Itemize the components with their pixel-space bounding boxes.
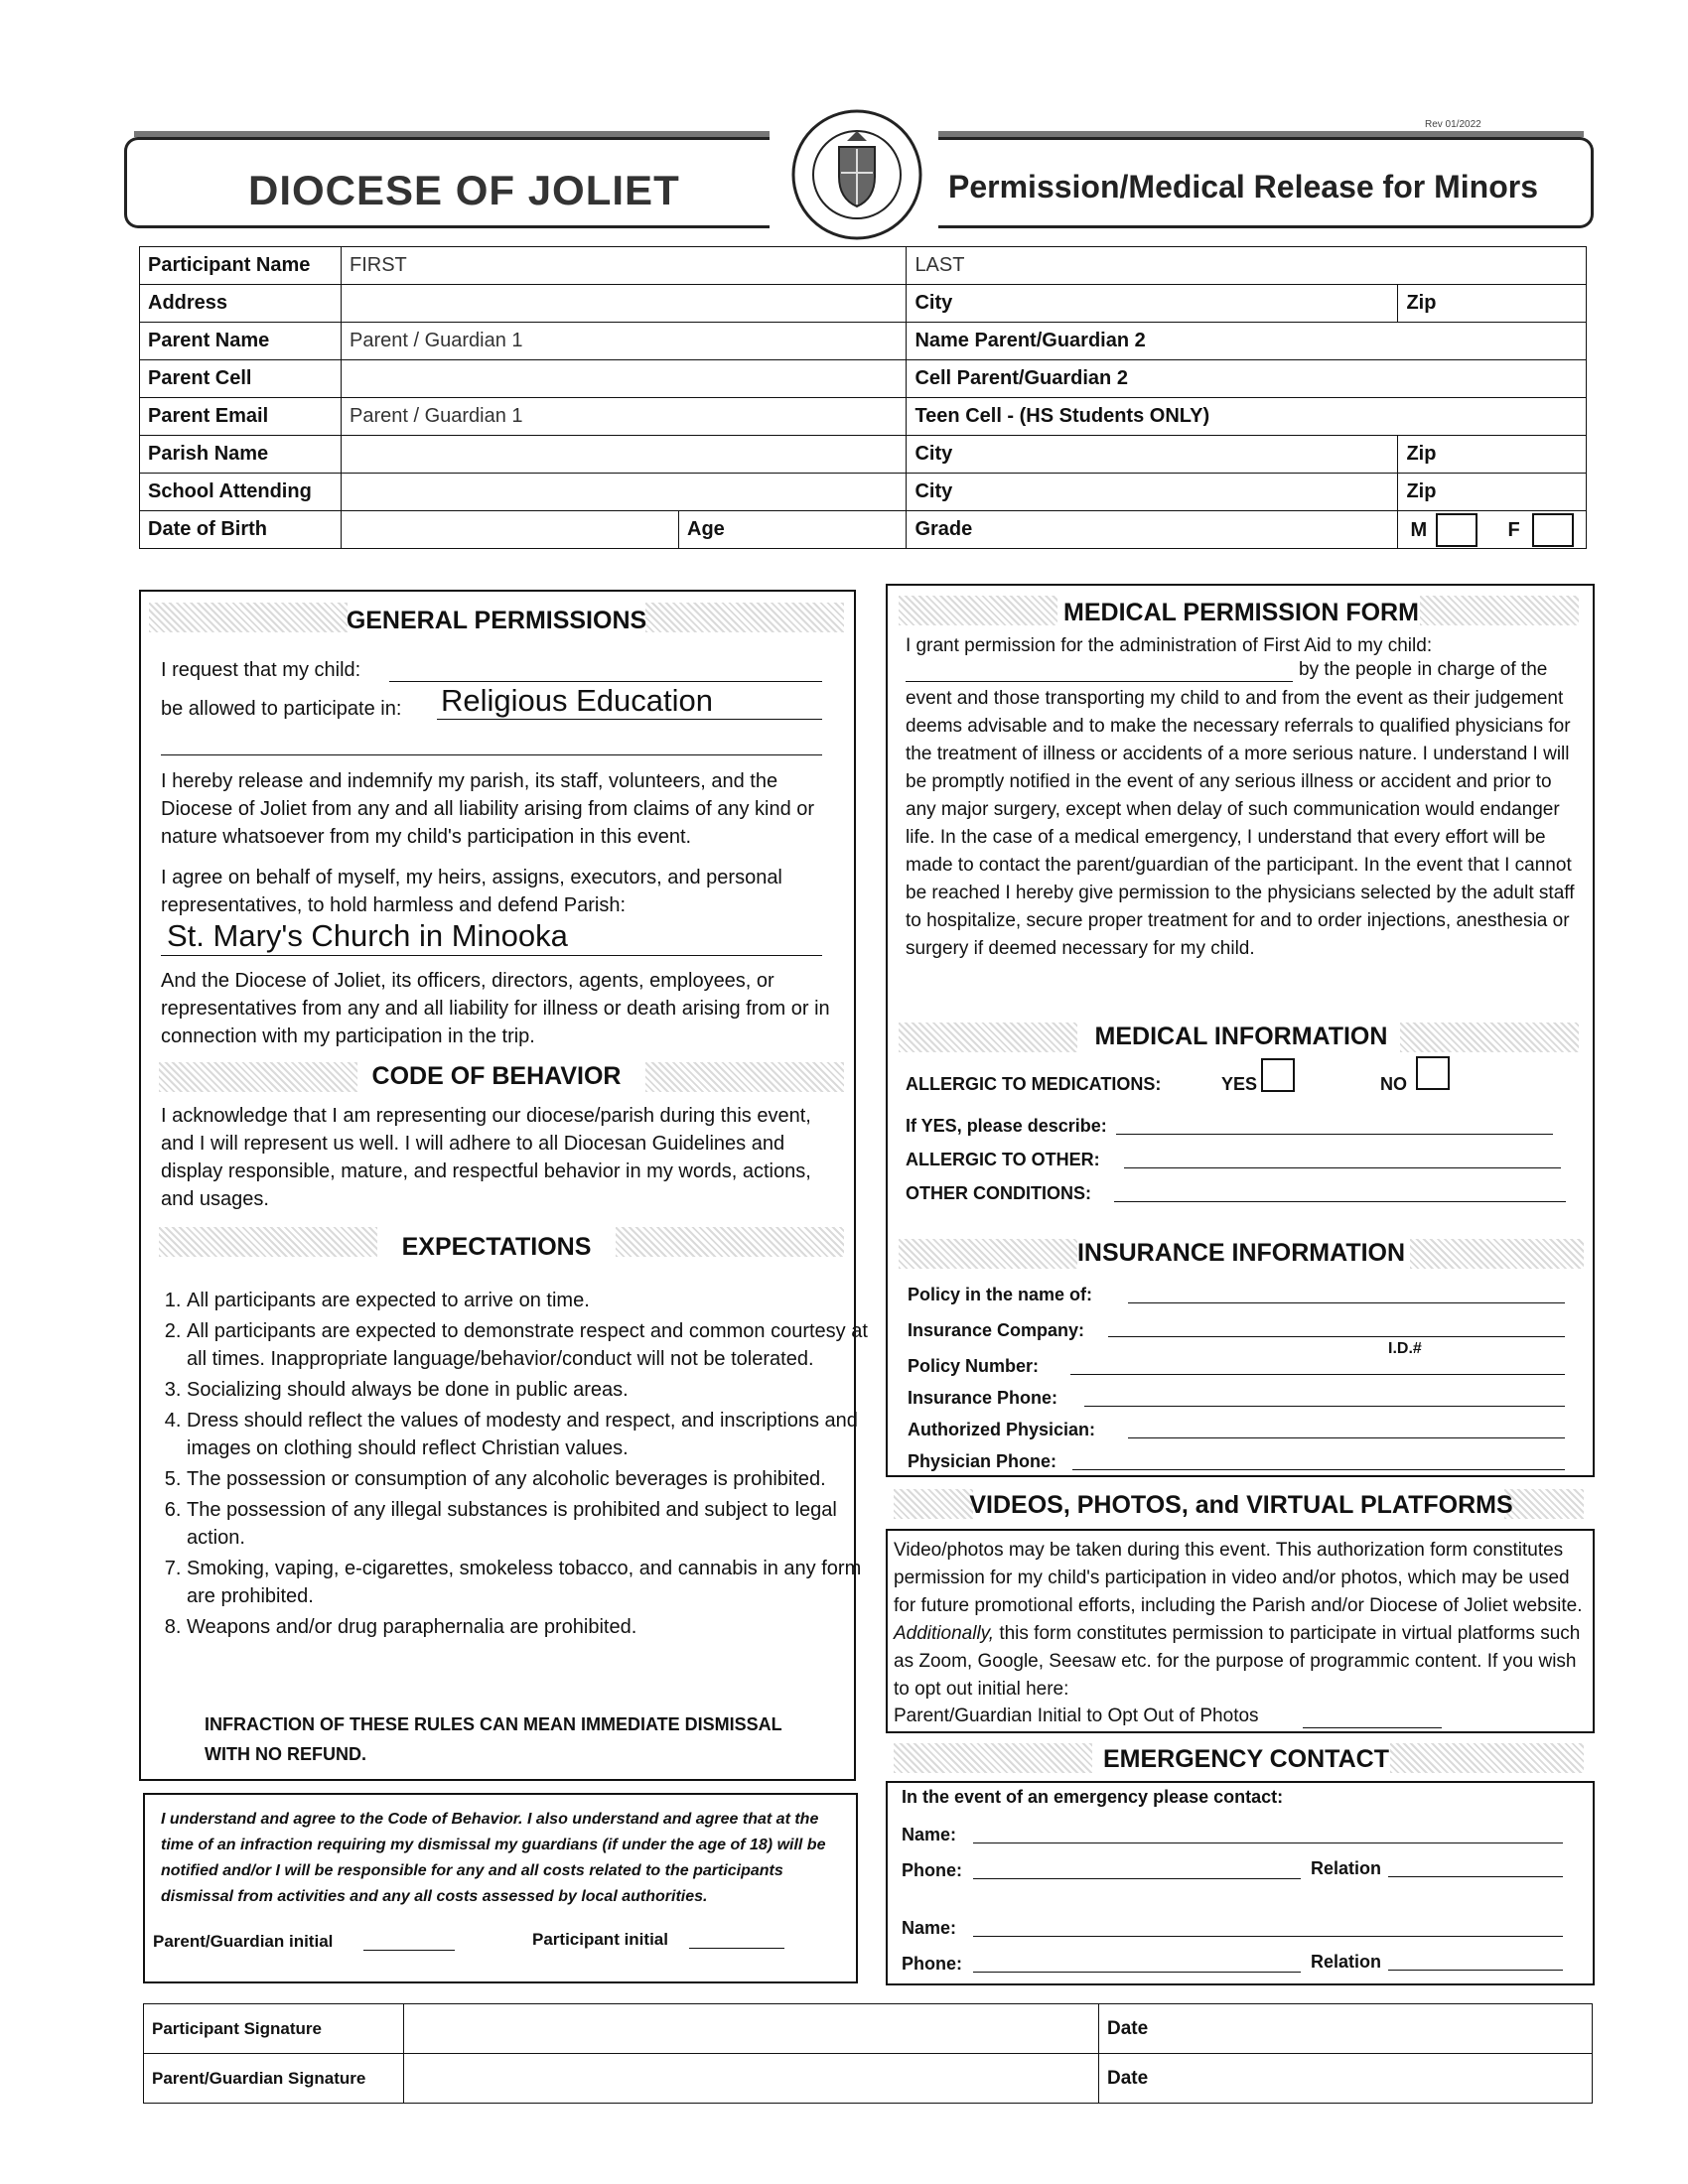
- school-city-label[interactable]: City: [907, 474, 1398, 511]
- header-right-bar: [938, 131, 1584, 137]
- last-name-field[interactable]: LAST: [907, 247, 1587, 285]
- other-conditions-line[interactable]: [1114, 1201, 1566, 1202]
- emergency-phone-line-2[interactable]: [973, 1972, 1301, 1973]
- parish-name-label: Parish Name: [140, 436, 342, 474]
- parish-name-field[interactable]: [342, 436, 907, 474]
- emergency-phone-label-2: Phone:: [902, 1954, 962, 1974]
- list-item: 8. Weapons and/or drug paraphernalia are prohibited.: [187, 1613, 882, 1641]
- child-name-line[interactable]: [389, 681, 822, 682]
- list-item: 5. The possession or consumption of any alcoholic beverages is prohibited.: [187, 1465, 882, 1493]
- pg-initial-line[interactable]: [363, 1950, 455, 1951]
- parish-zip-label[interactable]: Zip: [1398, 436, 1587, 474]
- activity-line-2[interactable]: [161, 754, 822, 755]
- participant-signature-label: Participant Signature: [144, 2004, 404, 2054]
- behavior-text: I acknowledge that I am representing our diocese/parish during this event, and I will represent us well. I will adhere to all Diocesan Guidelines and display responsible, mature, and respectful behavior in my words, actions, and usages.: [161, 1105, 811, 1210]
- insurance-phone-label: Insurance Phone:: [908, 1388, 1058, 1408]
- form-title: Permission/Medical Release for Minors: [948, 169, 1538, 205]
- header-left-bar: [134, 131, 770, 137]
- and-diocese-text: And the Diocese of Joliet, its officers, directors, agents, employees, or representatives from any and all liability for illness or death arising from or in connection with my participation in the trip.: [161, 970, 830, 1047]
- parent-guardian-2-name-field[interactable]: Name Parent/Guardian 2: [907, 323, 1587, 360]
- media-text-2: this form constitutes permission to participate in virtual platforms such as Zoom, Google, Seesaw etc. for the purpose of programmic content. If you wish to opt out initial here:: [894, 1623, 1581, 1700]
- release-text: I hereby release and indemnify my parish, its staff, volunteers, and the Diocese of Joliet from any and all liability arising from claims of any kind or nature whatsoever from my child's participation in this event.: [161, 770, 815, 848]
- policy-number-label: Policy Number:: [908, 1356, 1040, 1376]
- school-label: School Attending: [140, 474, 342, 511]
- teen-cell-field[interactable]: Teen Cell - (HS Students ONLY): [907, 398, 1587, 436]
- participant-name-label: Participant Name: [140, 247, 342, 285]
- emergency-box: [886, 1781, 1595, 1985]
- allergic-meds-label: ALLERGIC TO MEDICATIONS:: [906, 1074, 1162, 1094]
- grade-label[interactable]: Grade: [907, 511, 1398, 549]
- insurance-title: INSURANCE INFORMATION: [1076, 1239, 1406, 1267]
- female-checkbox[interactable]: [1532, 513, 1574, 547]
- physician-phone-line[interactable]: [1072, 1469, 1565, 1470]
- media-text: [894, 1537, 1589, 1704]
- infraction-warning: INFRACTION OF THESE RULES CAN MEAN IMMEDIATE DISMISSAL WITH NO REFUND.: [205, 1714, 782, 1764]
- activity-value[interactable]: Religious Education: [441, 683, 714, 718]
- id-label: I.D.#: [1388, 1340, 1422, 1357]
- general-permissions-band-left: [149, 603, 348, 632]
- yes-label: YES: [1221, 1074, 1258, 1094]
- emergency-band-left: [894, 1743, 1092, 1773]
- parent-email-label: Parent Email: [140, 398, 342, 436]
- diocese-seal-icon: [789, 107, 924, 242]
- school-zip-label[interactable]: Zip: [1398, 474, 1587, 511]
- physician-phone-label: Physician Phone:: [908, 1451, 1057, 1471]
- medical-line2: by the people in charge of the: [1299, 659, 1548, 680]
- diocese-title: DIOCESE OF JOLIET: [248, 167, 680, 213]
- parent-guardian-1-name-field[interactable]: Parent / Guardian 1: [342, 323, 907, 360]
- opt-out-line[interactable]: [1303, 1727, 1442, 1728]
- list-item: 7. Smoking, vaping, e-cigarettes, smokeless tobacco, and cannabis in any form are prohibited.: [187, 1555, 882, 1610]
- agree-text: I agree on behalf of myself, my heirs, assigns, executors, and personal representatives, to hold harmless and defend Parish:: [161, 867, 782, 916]
- describe-line[interactable]: [1116, 1134, 1553, 1135]
- medical-info-band-left: [899, 1023, 1077, 1052]
- insurance-band-left: [899, 1239, 1077, 1269]
- other-conditions-label: OTHER CONDITIONS:: [906, 1183, 1091, 1203]
- parish-line[interactable]: [161, 955, 822, 956]
- parent-email-field[interactable]: Parent / Guardian 1: [342, 398, 907, 436]
- list-item: 2. All participants are expected to demonstrate respect and common courtesy at all times. Inappropriate language/behavior/conduct will not be tolerated.: [187, 1317, 882, 1373]
- dob-field[interactable]: [342, 511, 679, 549]
- emergency-phone-label-1: Phone:: [902, 1860, 962, 1880]
- medical-band-right: [1420, 596, 1579, 625]
- age-label[interactable]: Age: [679, 511, 907, 549]
- header: [124, 119, 1594, 238]
- address-label: Address: [140, 285, 342, 323]
- emergency-title: EMERGENCY CONTACT: [1103, 1745, 1389, 1773]
- participate-label: be allowed to participate in:: [161, 698, 402, 720]
- dob-label: Date of Birth: [140, 511, 342, 549]
- participant-signature-field[interactable]: [404, 2004, 1099, 2054]
- policy-name-label: Policy in the name of:: [908, 1285, 1093, 1304]
- emergency-intro: In the event of an emergency please contact:: [902, 1787, 1284, 1807]
- list-item: 1. All participants are expected to arrive on time.: [187, 1287, 882, 1314]
- participant-info-table: [139, 246, 1587, 549]
- emergency-relation-label-2: Relation: [1311, 1952, 1382, 1972]
- agreement-text: I understand and agree to the Code of Behavior. I also understand and agree that at the time of an infraction requiring my dismissal my guardians (if under the age of 18) will be notified and/or I will be responsible for any and all costs related to the participants dismissal from activities and any all costs assessed by local authorities.: [161, 1811, 826, 1905]
- emergency-band-right: [1390, 1743, 1584, 1773]
- first-name-field[interactable]: FIRST: [342, 247, 907, 285]
- behavior-band-right: [645, 1062, 844, 1092]
- medical-band-left: [899, 596, 1057, 625]
- expectations-band-right: [616, 1227, 844, 1257]
- insurance-company-line[interactable]: [1108, 1336, 1565, 1337]
- policy-name-line[interactable]: [1128, 1302, 1565, 1303]
- insurance-company-label: Insurance Company:: [908, 1320, 1085, 1340]
- code-of-behavior-title: CODE OF BEHAVIOR: [371, 1062, 622, 1090]
- parish-city-label[interactable]: City: [907, 436, 1398, 474]
- parent-signature-label: Parent/Guardian Signature: [144, 2054, 404, 2104]
- activity-line[interactable]: [437, 719, 822, 720]
- parent-cell-label: Parent Cell: [140, 360, 342, 398]
- parent-guardian-2-cell-field[interactable]: Cell Parent/Guardian 2: [907, 360, 1587, 398]
- participant-initial-line[interactable]: [689, 1948, 784, 1949]
- medical-permission-title: MEDICAL PERMISSION FORM: [1063, 599, 1419, 626]
- insurance-band-right: [1410, 1239, 1584, 1269]
- media-text-1: Video/photos may be taken during this event. This authorization form constitutes permission for my child's participation in video and/or photos, which may be used for future promotional efforts, including the Parish and/or Diocese of Joliet website.: [894, 1540, 1583, 1616]
- list-item: 3. Socializing should always be done in public areas.: [187, 1376, 882, 1404]
- parent-date-field[interactable]: Date: [1099, 2054, 1593, 2104]
- request-child-label: I request that my child:: [161, 659, 361, 681]
- participant-date-field[interactable]: Date: [1099, 2004, 1593, 2054]
- female-label: F: [1507, 518, 1520, 541]
- emergency-relation-label-1: Relation: [1311, 1858, 1382, 1878]
- allergic-other-line[interactable]: [1124, 1167, 1561, 1168]
- emergency-name-line-2[interactable]: [973, 1936, 1563, 1937]
- medical-text: event and those transporting my child to and from the event as their judgement deems advisable and to make the necessary referrals to qualified physicians for the treatment of illness or accidents of a more serious nature. I understand I will be promptly notified in the event of any serious illness or accident and prior to any major surgery, except when delay of such communication would endanger life. In the case of a medical emergency, I understand that every effort will be made to contact the parent/guardian of the participant. In the event that I cannot be reached I hereby give permission to the physicians selected by the adult staff to hospitalize, secure proper treatment for and to order injections, anesthesia or surgery if deemed necessary for my child.: [906, 688, 1575, 959]
- zip-label[interactable]: Zip: [1398, 285, 1587, 323]
- male-checkbox[interactable]: [1436, 513, 1477, 547]
- general-permissions-band-right: [645, 603, 844, 632]
- no-label: NO: [1380, 1074, 1407, 1094]
- policy-number-line[interactable]: [1070, 1374, 1565, 1375]
- signature-table: [143, 2003, 1593, 2104]
- list-item: 4. Dress should reflect the values of modesty and respect, and inscriptions and images on clothing should reflect Christian values.: [187, 1407, 882, 1462]
- parent-signature-field[interactable]: [404, 2054, 1099, 2104]
- emergency-relation-line-2[interactable]: [1388, 1970, 1563, 1971]
- parish-value[interactable]: St. Mary's Church in Minooka: [167, 918, 568, 953]
- medical-child-line[interactable]: [906, 681, 1293, 682]
- parent-cell-field[interactable]: [342, 360, 907, 398]
- allergic-no-checkbox[interactable]: [1416, 1056, 1450, 1090]
- expectations-band-left: [159, 1227, 377, 1257]
- parent-name-label: Parent Name: [140, 323, 342, 360]
- list-item: 6. The possession of any illegal substances is prohibited and subject to legal action.: [187, 1496, 882, 1552]
- media-title: VIDEOS, PHOTOS, and VIRTUAL PLATFORMS: [969, 1491, 1513, 1519]
- describe-label: If YES, please describe:: [906, 1116, 1107, 1136]
- opt-out-label: Parent/Guardian Initial to Opt Out of Photos: [894, 1706, 1259, 1726]
- address-field[interactable]: [342, 285, 907, 323]
- allergic-other-label: ALLERGIC TO OTHER:: [906, 1150, 1100, 1169]
- medical-info-title: MEDICAL INFORMATION: [1094, 1023, 1388, 1050]
- allergic-yes-checkbox[interactable]: [1261, 1058, 1295, 1092]
- physician-line[interactable]: [1128, 1437, 1565, 1438]
- media-additionally: Additionally,: [894, 1623, 995, 1644]
- physician-label: Authorized Physician:: [908, 1420, 1096, 1439]
- insurance-phone-line[interactable]: [1084, 1406, 1565, 1407]
- emergency-phone-line-1[interactable]: [973, 1878, 1301, 1879]
- medical-line1: I grant permission for the administration of First Aid to my child:: [906, 635, 1433, 656]
- emergency-name-label-1: Name:: [902, 1825, 957, 1844]
- revision: Rev 01/2022: [1425, 119, 1481, 130]
- emergency-name-label-2: Name:: [902, 1918, 957, 1938]
- male-label: M: [1410, 518, 1428, 541]
- pg-initial-label: Parent/Guardian initial: [153, 1932, 334, 1951]
- city-label[interactable]: City: [907, 285, 1398, 323]
- expectations-title: EXPECTATIONS: [401, 1233, 592, 1261]
- emergency-relation-line-1[interactable]: [1388, 1876, 1563, 1877]
- medical-info-band-right: [1400, 1023, 1579, 1052]
- expectations-list: [147, 1287, 882, 1644]
- behavior-band-left: [159, 1062, 357, 1092]
- participant-initial-label: Participant initial: [532, 1930, 668, 1949]
- school-field[interactable]: [342, 474, 907, 511]
- gender-cell: [1398, 511, 1587, 549]
- general-permissions-title: GENERAL PERMISSIONS: [346, 607, 647, 634]
